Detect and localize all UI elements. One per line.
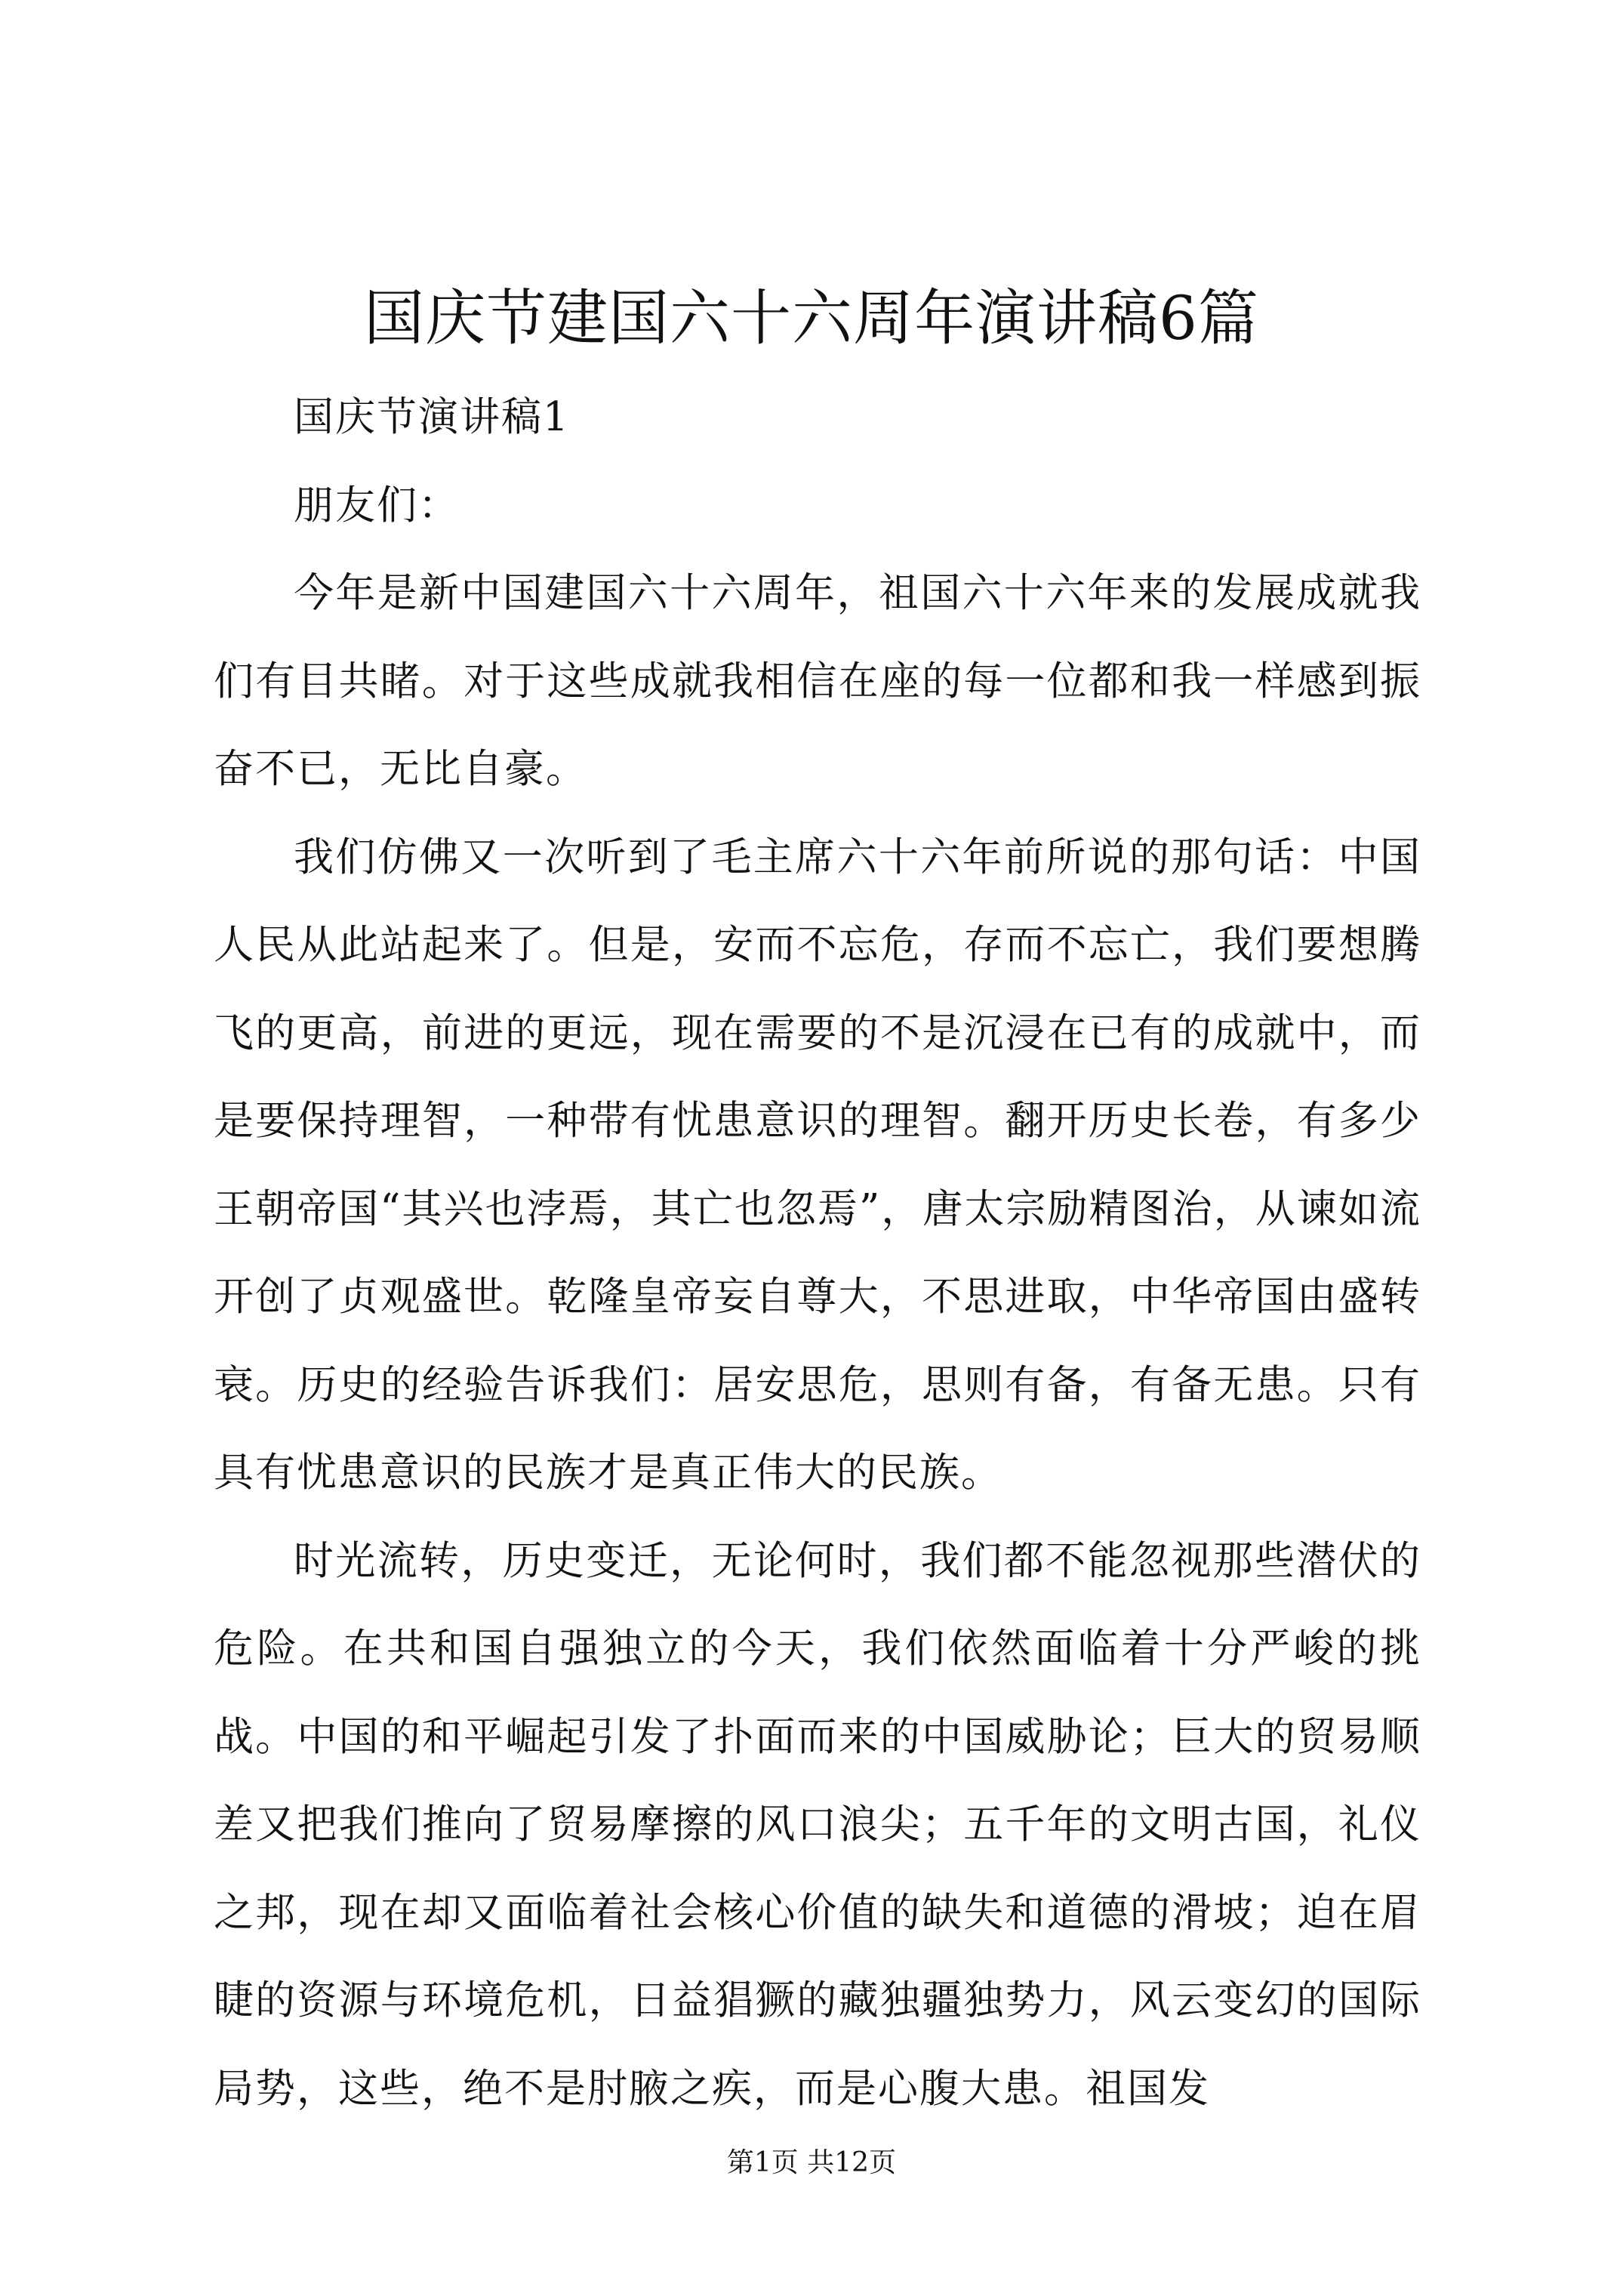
document-body: [214, 374, 1421, 2133]
paragraph-salutation: 朋友们：: [294, 482, 460, 529]
paragraph: 我们仿佛又一次听到了毛主席六十六年前所说的那句话：中国人民从此站起来了。但是，安而不忘危，存而不忘亡，我们要想腾飞的更高，前进的更远，现在需要的不是沉浸在已有的成就中，而是要保持理智，一种带有忧患意识的理智。翻开历史长卷，有多少王朝帝国“其兴也浡焉，其亡也忽焉”，唐太宗励精图治，从谏如流开创了贞观盛世。乾隆皇帝妄自尊大，不思进取，中华帝国由盛转衰。历史的经验告诉我们：居安思危，思则有备，有备无患。只有具有忧患意识的民族才是真正伟大的民族。: [214, 834, 1421, 1496]
paragraph: 时光流转，历史变迁，无论何时，我们都不能忽视那些潜伏的危险。在共和国自强独立的今天，我们依然面临着十分严峻的挑战。中国的和平崛起引发了扑面而来的中国威胁论；巨大的贸易顺差又把我们推向了贸易摩擦的风口浪尖；五千年的文明古国，礼仪之邦，现在却又面临着社会核心价值的缺失和道德的滑坡；迫在眉睫的资源与环境危机，日益猖獗的藏独疆独势力，风云变幻的国际局势，这些，绝不是肘腋之疾，而是心腹大患。祖国发: [214, 1537, 1421, 2112]
paragraph: 今年是新中国建国六十六周年，祖国六十六年来的发展成就我们有目共睹。对于这些成就我相信在座的每一位都和我一样感到振奋不已，无比自豪。: [214, 570, 1421, 792]
page-footer: 第1页 共12页: [726, 2147, 897, 2178]
paragraph-heading: 国庆节演讲稿1: [294, 394, 570, 440]
document-title: 国庆节建国六十六周年演讲稿6篇: [364, 283, 1259, 353]
